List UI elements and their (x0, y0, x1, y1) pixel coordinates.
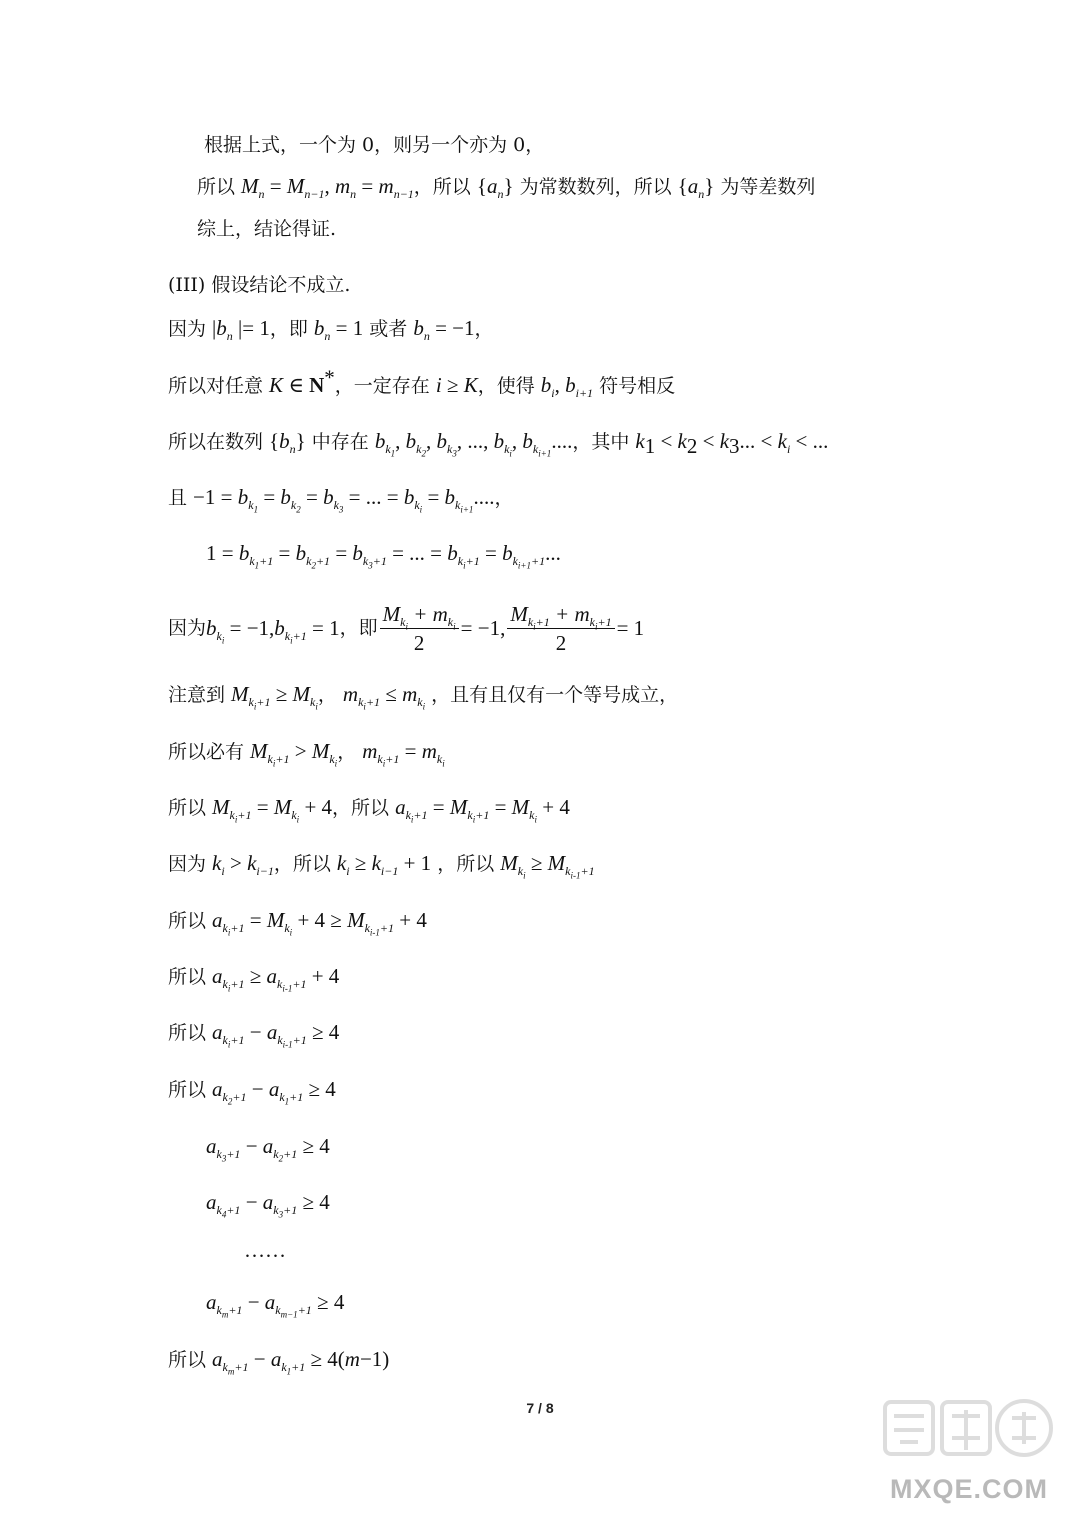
text-line-7: 所以在数列 $\{b_n\}$ 中存在 $b_{k_1}$, $b_{k_2}$, $b_{k_3}$, ..., $b_{k_i}$, $b_{k_{i+1}}$....，其中 $k_1 < k_2 < k_3$... < $k_i$ < ... (168, 429, 829, 459)
text-line-19: $a_{k_3+1} - a_{k_2+1} \ge 4$ (206, 1134, 330, 1164)
text-line-15: 所以 $a_{k_i+1} = M_{k_i} + 4 \ge M_{k_{i-1}+1} + 4$ (168, 908, 427, 938)
text-line-1 (204, 136, 544, 155)
text-line-16: 所以 $a_{k_i+1} \ge a_{k_{i-1}+1} + 4$ (168, 964, 340, 994)
text-line-6: 所以对任意 K ∈ N*，一定存在 i ≥ K，使得 $b_i$, $b_{i+1}$ 符号相反 (168, 365, 676, 401)
watermark-site: MXQE.COM (889, 1474, 1048, 1504)
text-line-5: 因为 $|b_n$ |= 1，即 $b_n = 1$ 或者 $b_n = -1$， (168, 316, 494, 344)
line-21-text: …… (244, 1238, 286, 1262)
text-line-20: $a_{k_4+1} - a_{k_3+1} \ge 4$ (206, 1190, 330, 1220)
line-3-text: 综上，结论得证. (197, 218, 337, 240)
text-line-17: 所以 $a_{k_i+1} - a_{k_{i-1}+1} \ge 4$ (168, 1020, 340, 1050)
text-line-11: 注意到 $M_{k_i+1} \ge M_{k_i}$， $m_{k_i+1} \le m_{k_i}$ ，且有且仅有一个等号成立， (168, 682, 679, 712)
page-number: 7 / 8 (526, 1400, 554, 1416)
text-line-22: $a_{k_m+1} - a_{k_{m-1}+1} \ge 4$ (206, 1290, 345, 1320)
line-1-text: 根据上式，一个为 0，则另一个亦为 0， (204, 134, 545, 156)
text-line-14: 因为 $k_i > k_{i-1}$，所以 $k_i \ge k_{i-1} + 1$ ，所以 $M_{k_i} \ge M_{k_{i-1}+1}$ (168, 851, 595, 881)
text-line-3 (197, 220, 336, 239)
text-line-4 (168, 276, 350, 295)
text-line-10: 因为 $b_{k_i}$ = −1, $b_{k_i+1}$ = 1 ，即 $\frac{M_{k_i} + m_{k_i}}{2}$ = −1, $\frac{M_{k_i+1} + m_{k_i+1}}{2}$ = 1 (168, 602, 645, 656)
text-line-21 (244, 1240, 286, 1261)
text-line-12: 所以必有 $M_{k_i+1} > M_{k_i}$， $m_{k_i+1} = m_{k_i}$ (168, 739, 445, 769)
line-4-text: (III) 假设结论不成立. (168, 274, 351, 296)
text-line-9: $1 = b_{k_1+1} = b_{k_2+1} = b_{k_3+1}$ = ... = $b_{k_i+1} = b_{k_{i+1}+1}$... (206, 541, 561, 571)
text-line-2: 所以 $M_n = M_{n-1}$, $m_n = m_{n-1}$，所以 $\{a_n\}$ 为常数数列，所以 $\{a_n\}$ 为等差数列 (197, 174, 816, 202)
text-line-18: 所以 $a_{k_2+1} - a_{k_1+1} \ge 4$ (168, 1077, 336, 1107)
watermark-logo-icon (880, 1392, 1055, 1472)
text-line-23: 所以 $a_{k_m+1} - a_{k_1+1} \ge 4(m-1)$ (168, 1347, 390, 1377)
text-line-13: 所以 $M_{k_i+1} = M_{k_i} + 4$，所以 $a_{k_i+1} = M_{k_i+1} = M_{k_i} + 4$ (168, 795, 570, 825)
text-line-8: 且 $-1 = b_{k_1} = b_{k_2} = b_{k_3}$ = ... = $b_{k_i} = b_{k_{i+1}}$....， (168, 485, 514, 515)
